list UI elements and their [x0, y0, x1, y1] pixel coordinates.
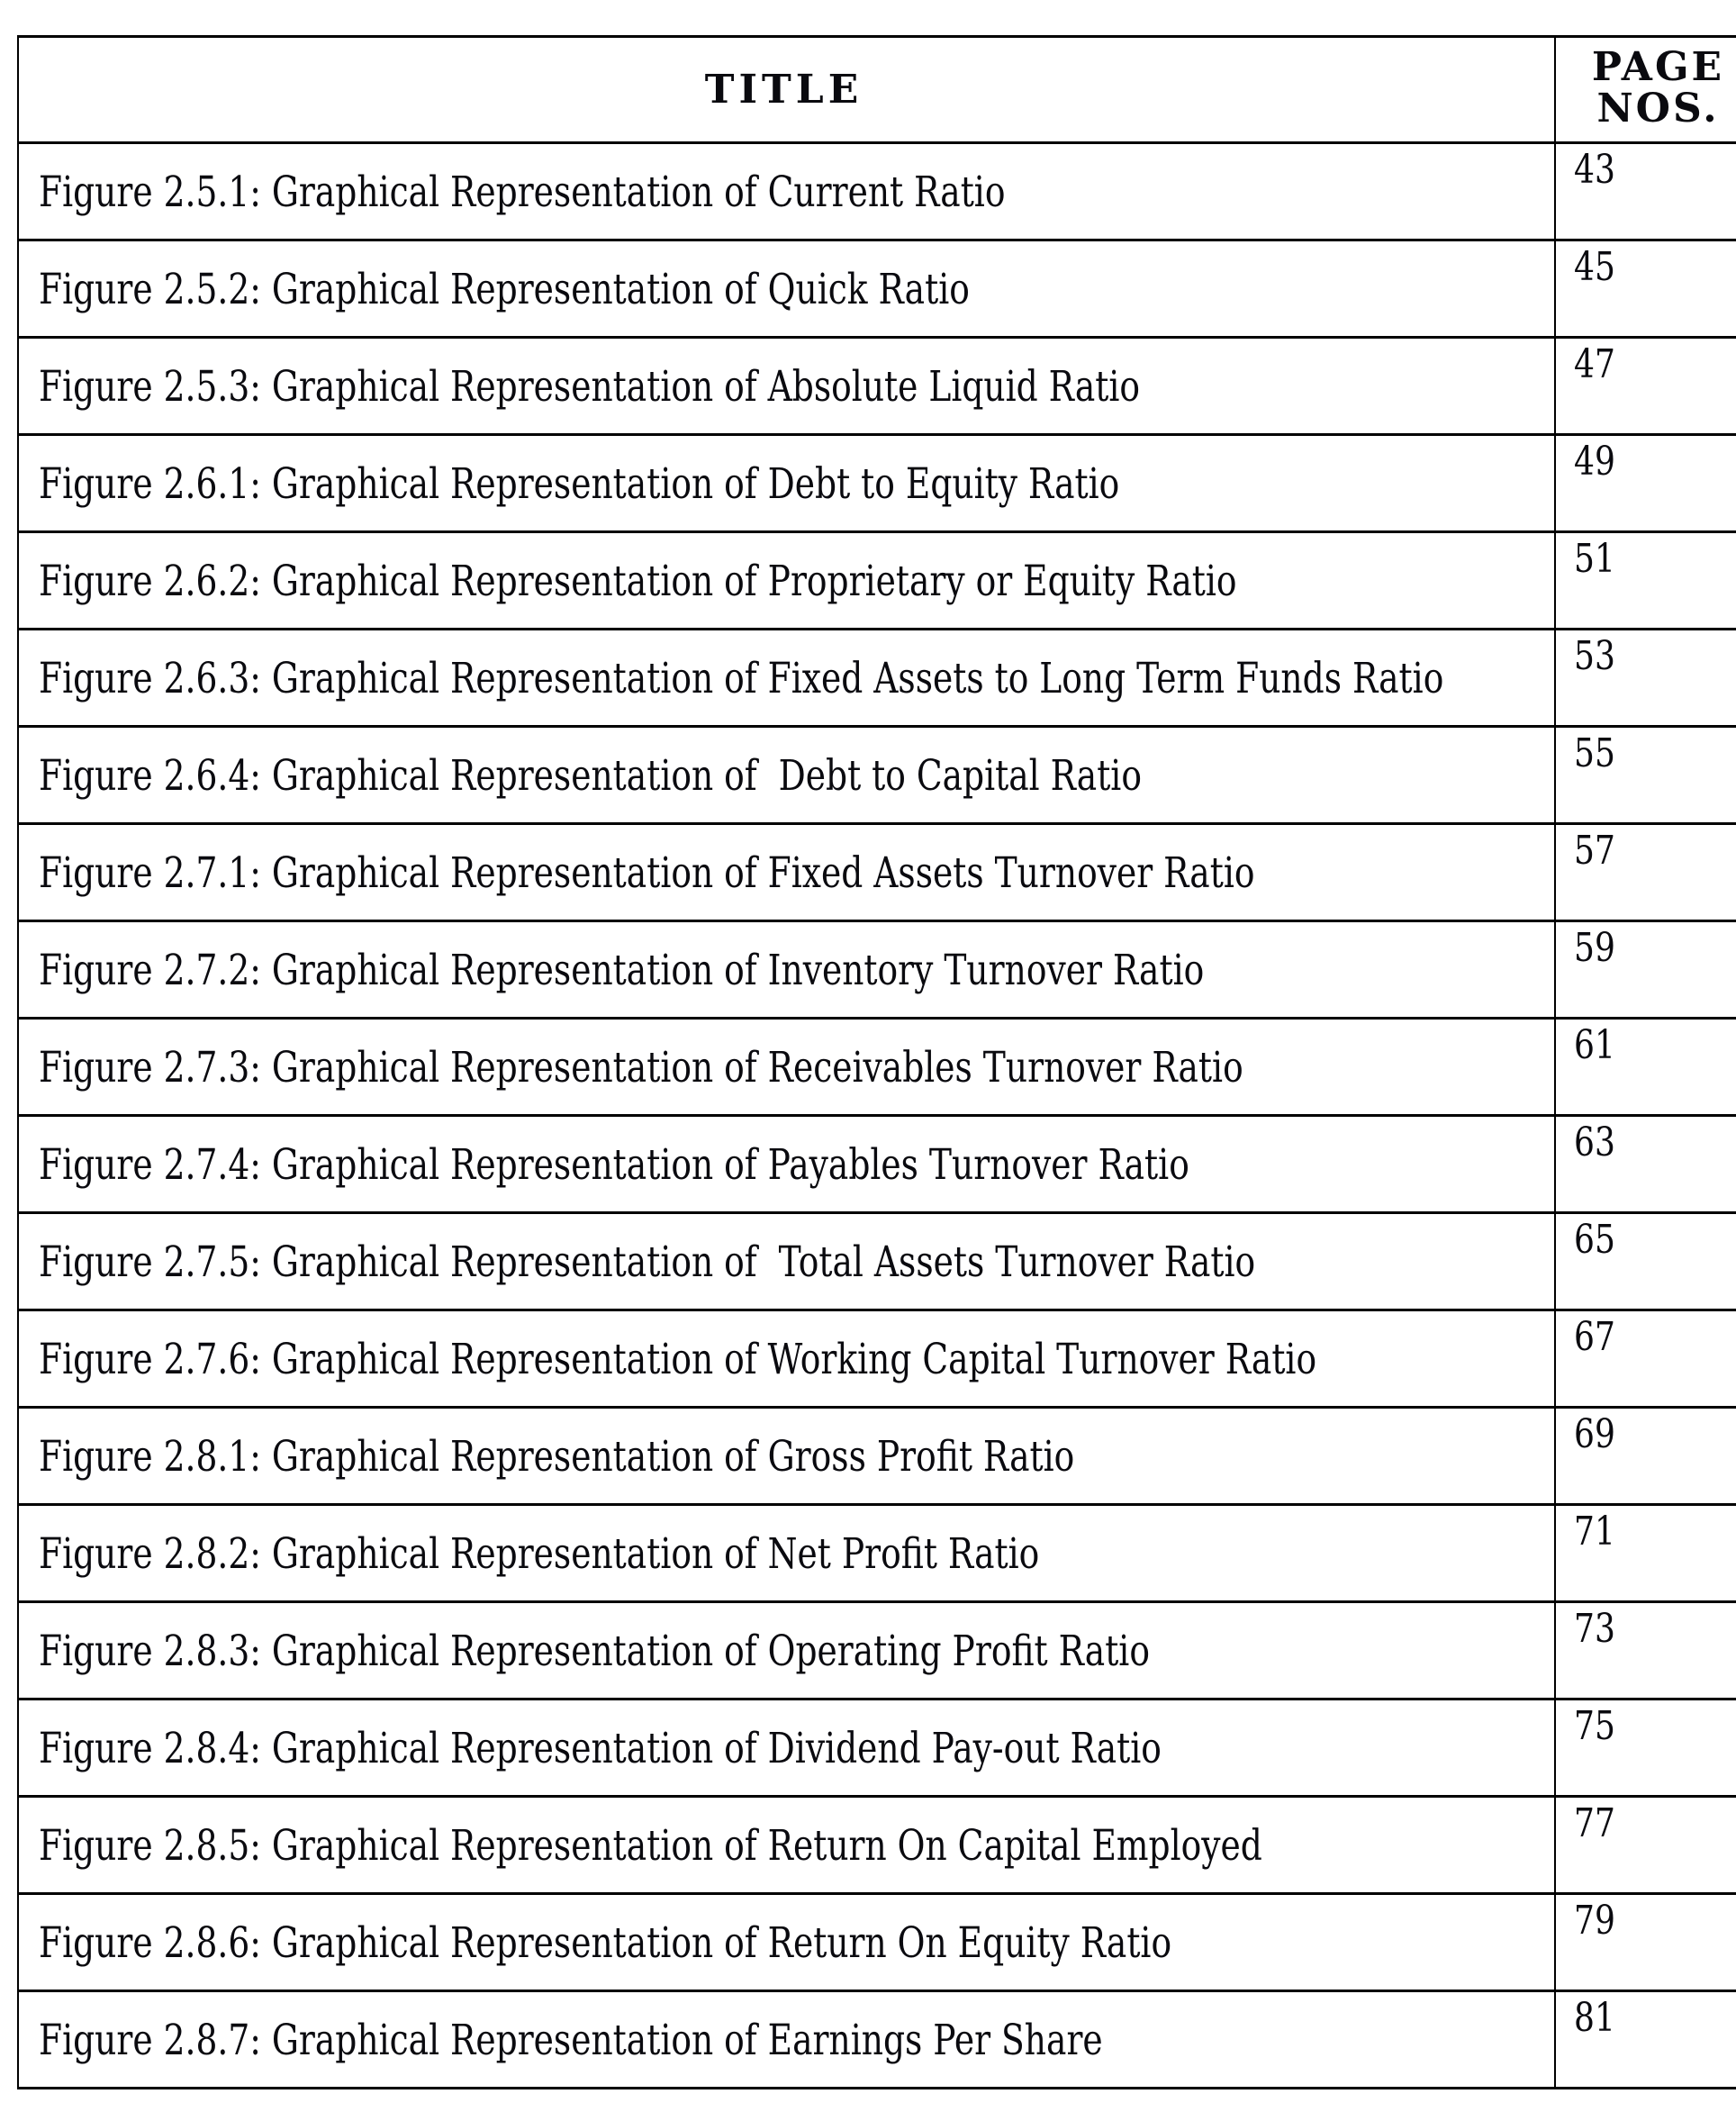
column-header-page-line2: NOS. — [1596, 85, 1720, 131]
table-row — [18, 1116, 1736, 1213]
figure-title-cell — [18, 240, 1555, 338]
page-number-cell — [1555, 1700, 1736, 1797]
figure-title: Figure 2.7.2: Graphical Representation of Inventory Turnover Ratio — [39, 946, 1205, 995]
figure-title: Figure 2.7.4: Graphical Representation of Payables Turnover Ratio — [39, 1140, 1189, 1190]
page-number-cell — [1555, 143, 1736, 240]
table-row — [18, 1213, 1736, 1310]
page-number-cell — [1555, 1019, 1736, 1116]
figure-title-cell — [18, 1602, 1555, 1700]
header-page-cell — [1555, 37, 1736, 143]
page-number-cell — [1555, 630, 1736, 727]
page-number-cell — [1555, 435, 1736, 532]
page-number-cell — [1555, 824, 1736, 921]
table-row — [18, 1700, 1736, 1797]
page-number: 81 — [1574, 1995, 1615, 2041]
table-row — [18, 1602, 1736, 1700]
page-number: 63 — [1574, 1119, 1615, 1165]
table-row — [18, 1310, 1736, 1408]
page-number: 75 — [1574, 1703, 1615, 1749]
figure-title-cell — [18, 1310, 1555, 1408]
page-number: 45 — [1574, 244, 1615, 290]
figure-title: Figure 2.8.2: Graphical Representation of Net Profit Ratio — [39, 1529, 1040, 1579]
page-number-cell — [1555, 1602, 1736, 1700]
table-body — [18, 143, 1736, 2089]
table-row — [18, 143, 1736, 240]
page-number-cell — [1555, 1116, 1736, 1213]
figure-title: Figure 2.7.5: Graphical Representation of Total Assets Turnover Ratio — [39, 1237, 1256, 1287]
page-number-cell — [1555, 727, 1736, 824]
page-number: 43 — [1574, 147, 1615, 193]
table-row — [18, 1894, 1736, 1991]
figure-title: Figure 2.7.3: Graphical Representation of Receivables Turnover Ratio — [39, 1043, 1243, 1092]
figure-title: Figure 2.8.3: Graphical Representation of Operating Profit Ratio — [39, 1627, 1150, 1676]
figure-title-cell — [18, 1213, 1555, 1310]
header-title-cell — [18, 37, 1555, 143]
page-number: 53 — [1574, 633, 1615, 679]
page-number: 73 — [1574, 1606, 1615, 1652]
figure-title: Figure 2.8.5: Graphical Representation of Return On Capital Employed — [39, 1821, 1262, 1871]
page-number: 61 — [1574, 1022, 1615, 1068]
figure-title-cell — [18, 435, 1555, 532]
table-row — [18, 1408, 1736, 1505]
figure-title: Figure 2.6.1: Graphical Representation of Debt to Equity Ratio — [39, 459, 1120, 509]
figure-title: Figure 2.6.2: Graphical Representation of Proprietary or Equity Ratio — [39, 557, 1237, 606]
figure-title: Figure 2.7.1: Graphical Representation of Fixed Assets Turnover Ratio — [39, 848, 1255, 898]
page-number: 77 — [1574, 1800, 1615, 1846]
column-header-page-line1: PAGE — [1591, 43, 1725, 90]
table-row — [18, 630, 1736, 727]
figure-title-cell — [18, 1700, 1555, 1797]
figure-title-cell — [18, 1408, 1555, 1505]
table-row — [18, 1019, 1736, 1116]
page-number-cell — [1555, 1408, 1736, 1505]
column-header-title: TITLE — [704, 66, 863, 113]
table-row — [18, 240, 1736, 338]
page-number: 47 — [1574, 341, 1615, 387]
page-number-cell — [1555, 1505, 1736, 1602]
table-row — [18, 824, 1736, 921]
figure-title-cell — [18, 727, 1555, 824]
figure-title: Figure 2.8.1: Graphical Representation of Gross Profit Ratio — [39, 1432, 1075, 1482]
page-number-cell — [1555, 240, 1736, 338]
page-number: 71 — [1574, 1509, 1615, 1554]
figure-title: Figure 2.7.6: Graphical Representation of Working Capital Turnover Ratio — [39, 1335, 1317, 1384]
figure-title: Figure 2.6.4: Graphical Representation of Debt to Capital Ratio — [39, 751, 1142, 801]
figure-title-cell — [18, 921, 1555, 1019]
page-number: 57 — [1574, 828, 1615, 874]
figure-title: Figure 2.5.2: Graphical Representation of Quick Ratio — [39, 265, 970, 314]
figure-title: Figure 2.8.7: Graphical Representation of Earnings Per Share — [39, 2016, 1103, 2065]
figure-title: Figure 2.6.3: Graphical Representation of Fixed Assets to Long Term Funds Ratio — [39, 654, 1444, 703]
figure-title-cell — [18, 1894, 1555, 1991]
table-row — [18, 338, 1736, 435]
page-number: 51 — [1574, 536, 1615, 582]
figure-title-cell — [18, 532, 1555, 630]
figure-title-cell — [18, 143, 1555, 240]
page-number: 55 — [1574, 730, 1615, 776]
page-number-cell — [1555, 1991, 1736, 2089]
figure-title-cell — [18, 1505, 1555, 1602]
figure-title-cell — [18, 1797, 1555, 1894]
figure-title: Figure 2.8.4: Graphical Representation of Dividend Pay-out Ratio — [39, 1724, 1162, 1773]
table-row — [18, 435, 1736, 532]
figure-title-cell — [18, 1991, 1555, 2089]
figure-title: Figure 2.8.6: Graphical Representation of Return On Equity Ratio — [39, 1918, 1172, 1968]
table-row — [18, 1797, 1736, 1894]
figure-title-cell — [18, 338, 1555, 435]
page-number: 67 — [1574, 1314, 1615, 1360]
page-number-cell — [1555, 1797, 1736, 1894]
table-row — [18, 532, 1736, 630]
figure-title-cell — [18, 630, 1555, 727]
page-number-cell — [1555, 921, 1736, 1019]
table-header-row — [18, 37, 1736, 143]
figure-title-cell — [18, 1019, 1555, 1116]
page-number: 79 — [1574, 1898, 1615, 1944]
figure-title: Figure 2.5.1: Graphical Representation of Current Ratio — [39, 168, 1006, 217]
page-number: 59 — [1574, 925, 1615, 971]
figure-title-cell — [18, 824, 1555, 921]
table-row — [18, 727, 1736, 824]
figure-title: Figure 2.5.3: Graphical Representation of Absolute Liquid Ratio — [39, 362, 1141, 412]
page-number: 65 — [1574, 1217, 1615, 1263]
table-row — [18, 1991, 1736, 2089]
page-number-cell — [1555, 1894, 1736, 1991]
table-row — [18, 921, 1736, 1019]
figure-title-cell — [18, 1116, 1555, 1213]
page-number-cell — [1555, 1310, 1736, 1408]
page-number-cell — [1555, 338, 1736, 435]
page-number-cell — [1555, 1213, 1736, 1310]
page-number: 49 — [1574, 439, 1615, 485]
page-number-cell — [1555, 532, 1736, 630]
page-number: 69 — [1574, 1411, 1615, 1457]
table-row — [18, 1505, 1736, 1602]
list-of-figures-table — [17, 35, 1736, 2089]
